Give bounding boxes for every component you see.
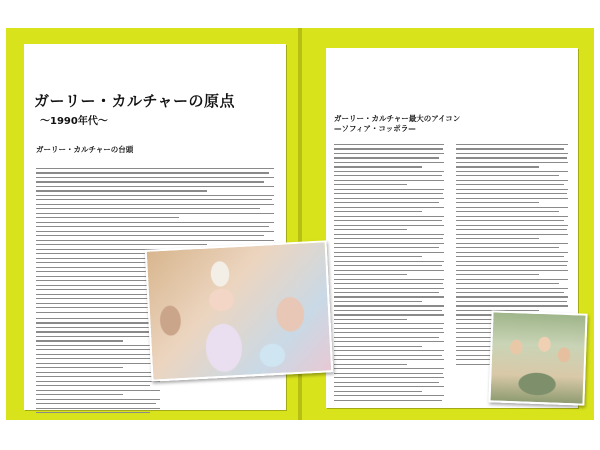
text-line bbox=[456, 193, 567, 194]
text-line bbox=[334, 386, 444, 387]
text-line bbox=[36, 381, 160, 382]
text-line bbox=[456, 220, 564, 221]
text-line bbox=[334, 238, 443, 239]
text-line bbox=[36, 213, 274, 214]
text-line bbox=[334, 274, 407, 275]
text-line bbox=[36, 331, 150, 332]
text-line bbox=[456, 305, 568, 306]
text-line bbox=[334, 332, 444, 333]
text-line bbox=[36, 172, 269, 173]
text-line bbox=[36, 195, 274, 196]
text-line bbox=[36, 186, 274, 187]
text-line bbox=[334, 341, 444, 342]
page-subtitle: 〜1990年代〜 bbox=[40, 116, 108, 127]
text-line bbox=[334, 337, 439, 338]
text-line bbox=[456, 162, 568, 163]
right-heading-line1: ガーリー・カルチャー最大のアイコン bbox=[334, 114, 461, 123]
text-line bbox=[334, 391, 422, 392]
text-line bbox=[334, 256, 422, 257]
text-line bbox=[456, 198, 568, 199]
text-line bbox=[36, 322, 156, 323]
text-line bbox=[456, 211, 559, 212]
movie-poster-photo bbox=[488, 310, 587, 405]
text-line bbox=[36, 394, 123, 395]
text-line bbox=[456, 171, 568, 172]
text-line bbox=[456, 144, 568, 145]
text-line bbox=[36, 204, 274, 205]
text-line bbox=[334, 207, 444, 208]
text-line bbox=[334, 265, 442, 266]
section-heading: ガーリー・カルチャーの台頭 bbox=[36, 145, 134, 154]
text-line bbox=[36, 336, 160, 337]
text-line bbox=[334, 373, 443, 374]
text-line bbox=[36, 349, 156, 350]
text-line bbox=[334, 175, 442, 176]
text-line bbox=[36, 235, 264, 236]
text-line bbox=[334, 395, 444, 396]
text-line bbox=[456, 274, 539, 275]
text-line bbox=[334, 153, 444, 154]
text-line bbox=[334, 216, 444, 217]
text-line bbox=[334, 314, 444, 315]
text-line bbox=[456, 184, 564, 185]
text-line bbox=[456, 148, 564, 149]
text-line bbox=[36, 408, 160, 409]
text-line bbox=[334, 211, 422, 212]
text-line bbox=[36, 208, 260, 209]
text-line bbox=[334, 279, 444, 280]
text-line bbox=[334, 323, 444, 324]
text-line bbox=[36, 340, 123, 341]
text-line bbox=[334, 296, 444, 297]
text-line bbox=[456, 279, 568, 280]
text-line bbox=[456, 234, 568, 235]
text-line bbox=[334, 166, 422, 167]
text-line bbox=[334, 310, 442, 311]
text-line bbox=[36, 240, 274, 241]
text-line bbox=[334, 243, 444, 244]
text-line bbox=[334, 229, 407, 230]
text-line bbox=[36, 385, 150, 386]
text-line bbox=[334, 346, 422, 347]
text-line bbox=[334, 319, 407, 320]
right-heading-line2: —ソフィア・コッポラ— bbox=[334, 124, 416, 133]
text-line bbox=[36, 372, 160, 373]
text-line bbox=[334, 193, 443, 194]
text-line bbox=[334, 252, 444, 253]
text-line bbox=[456, 265, 567, 266]
text-line bbox=[456, 225, 568, 226]
text-line bbox=[36, 376, 156, 377]
text-line bbox=[456, 189, 568, 190]
text-line bbox=[36, 399, 160, 400]
text-line bbox=[334, 350, 444, 351]
left-body-text-lower bbox=[36, 318, 160, 417]
text-line bbox=[334, 157, 439, 158]
text-line bbox=[334, 234, 444, 235]
text-line bbox=[456, 256, 564, 257]
text-line bbox=[456, 261, 568, 262]
text-line bbox=[334, 225, 444, 226]
text-line bbox=[334, 400, 442, 401]
text-line bbox=[456, 216, 568, 217]
text-line bbox=[36, 363, 160, 364]
text-line bbox=[456, 153, 568, 154]
text-line bbox=[36, 226, 269, 227]
text-line bbox=[36, 181, 264, 182]
right-body-text-col1 bbox=[334, 144, 444, 404]
text-line bbox=[36, 327, 160, 328]
text-line bbox=[36, 345, 160, 346]
text-line bbox=[334, 202, 439, 203]
text-line bbox=[334, 377, 444, 378]
text-line bbox=[334, 261, 444, 262]
text-line bbox=[36, 318, 160, 319]
text-line bbox=[456, 175, 559, 176]
text-line bbox=[334, 368, 444, 369]
film-still-photo bbox=[145, 240, 334, 381]
text-line bbox=[334, 189, 444, 190]
text-line bbox=[456, 283, 559, 284]
text-line bbox=[36, 367, 123, 368]
text-line bbox=[334, 283, 443, 284]
text-line bbox=[334, 184, 407, 185]
text-line bbox=[456, 252, 568, 253]
text-line bbox=[36, 390, 160, 391]
text-line bbox=[36, 354, 160, 355]
text-line bbox=[456, 166, 539, 167]
text-line bbox=[334, 247, 439, 248]
text-line bbox=[334, 144, 444, 145]
text-line bbox=[36, 244, 207, 245]
text-line bbox=[36, 403, 156, 404]
text-line bbox=[334, 382, 439, 383]
text-line bbox=[334, 162, 444, 163]
text-line bbox=[334, 355, 442, 356]
text-line bbox=[334, 171, 444, 172]
text-line bbox=[456, 202, 539, 203]
text-line bbox=[456, 180, 568, 181]
text-line bbox=[334, 180, 444, 181]
text-line bbox=[334, 305, 444, 306]
text-line bbox=[456, 207, 568, 208]
text-line bbox=[334, 292, 439, 293]
text-line bbox=[456, 157, 567, 158]
text-line bbox=[36, 199, 272, 200]
text-line bbox=[456, 270, 568, 271]
text-line bbox=[36, 217, 179, 218]
text-line bbox=[456, 229, 567, 230]
text-line bbox=[334, 148, 443, 149]
text-line bbox=[334, 328, 443, 329]
page-title: ガーリー・カルチャーの原点 bbox=[34, 92, 236, 110]
text-line bbox=[456, 288, 568, 289]
text-line bbox=[456, 301, 567, 302]
text-line bbox=[36, 231, 274, 232]
text-line bbox=[36, 412, 150, 413]
text-line bbox=[334, 364, 407, 365]
text-line bbox=[456, 292, 564, 293]
text-line bbox=[36, 177, 274, 178]
text-line bbox=[456, 296, 568, 297]
text-line bbox=[334, 359, 444, 360]
text-line bbox=[36, 358, 150, 359]
text-line bbox=[334, 288, 444, 289]
text-line bbox=[36, 190, 207, 191]
text-line bbox=[334, 301, 422, 302]
text-line bbox=[334, 270, 444, 271]
text-line bbox=[456, 238, 539, 239]
right-heading bbox=[334, 114, 460, 134]
text-line bbox=[456, 243, 568, 244]
text-line bbox=[334, 198, 444, 199]
text-line bbox=[456, 247, 559, 248]
text-line bbox=[36, 222, 274, 223]
text-line bbox=[36, 168, 274, 169]
text-line bbox=[334, 220, 442, 221]
